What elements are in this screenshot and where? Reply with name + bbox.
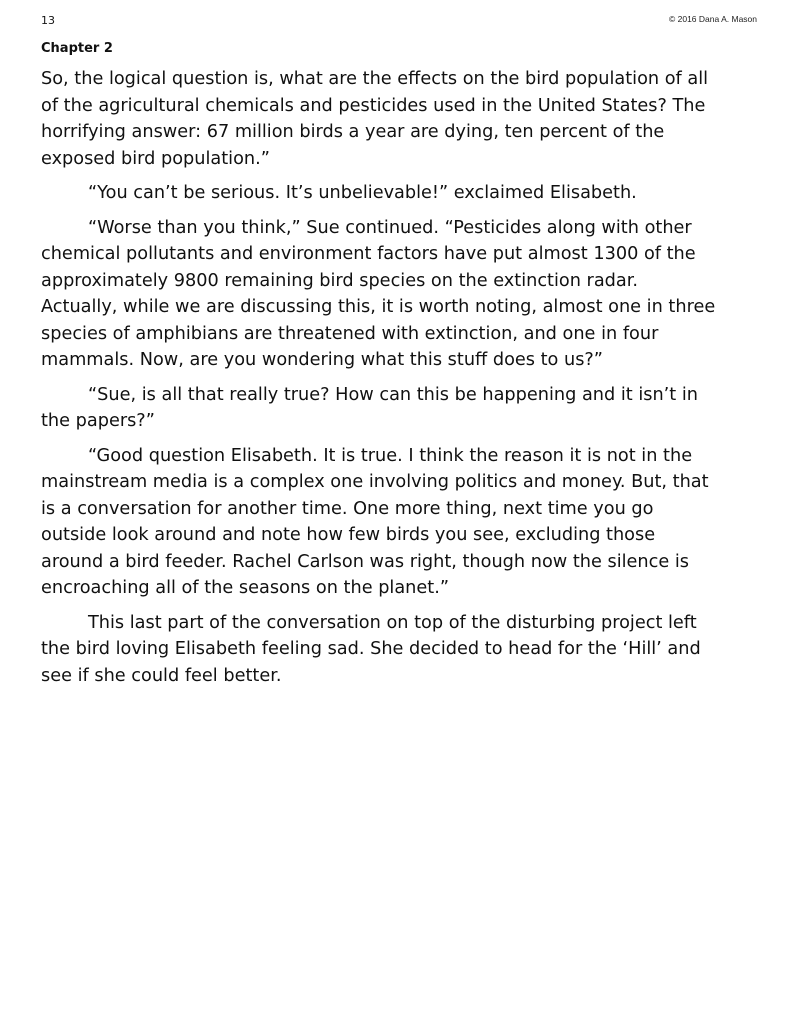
paragraph-line: Actually, while we are discussing this, it is worth noting, almost one in three (41, 297, 716, 317)
paragraph-line: encroaching all of the seasons on the planet.” (41, 578, 449, 598)
chapter-heading: Chapter 2 (41, 41, 113, 56)
paragraph-line: the bird loving Elisabeth feeling sad. She decided to head for the ‘Hill’ and (41, 639, 701, 659)
paragraph-line: is a conversation for another time. One more thing, next time you go (41, 498, 654, 519)
paragraph-line: mainstream media is a complex one involving politics and money. But, that (41, 472, 709, 492)
paragraph-line: “Worse than you think,” Sue continued. “Pesticides along with other (88, 217, 692, 238)
paragraph-line: species of amphibians are threatened with extinction, and one in four (41, 323, 659, 344)
paragraph-5 (41, 443, 757, 602)
paragraph-line: of the agricultural chemicals and pesticides used in the United States? The (41, 95, 706, 116)
paragraph-line: approximately 9800 remaining bird species on the extinction radar. (41, 270, 639, 291)
paragraph-3 (41, 215, 757, 374)
paragraph-line: “Good question Elisabeth. It is true. I think the reason it is not in the (88, 445, 693, 466)
paragraph-line: around a bird feeder. Rachel Carlson was right, though now the silence is (41, 551, 690, 572)
paragraph-line: “Sue, is all that really true? How can this be happening and it isn’t in (88, 384, 698, 405)
paragraph-2 (41, 180, 757, 207)
paragraph-6 (41, 610, 757, 690)
paragraph-line: So, the logical question is, what are the effects on the bird population of all (41, 69, 709, 89)
paragraph-4 (41, 382, 757, 435)
paragraph-line: exposed bird population.” (41, 148, 270, 169)
paragraph-line: chemical pollutants and environment factors have put almost 1300 of the (41, 244, 696, 264)
paragraph-line: “You can’t be serious. It’s unbelievable!” exclaimed Elisabeth. (88, 183, 637, 203)
chapter-body (41, 66, 757, 697)
page-number: 13 (41, 14, 55, 27)
paragraph-line: mammals. Now, are you wondering what this stuff does to us?” (41, 350, 603, 370)
paragraph-line: see if she could feel better. (41, 665, 282, 686)
paragraph-line: horrifying answer: 67 million birds a year are dying, ten percent of the (41, 122, 665, 142)
paragraph-1 (41, 66, 757, 172)
copyright-notice: © 2016 Dana A. Mason (668, 14, 757, 24)
paragraph-line: outside look around and note how few birds you see, excluding those (41, 525, 656, 545)
paragraph-line: This last part of the conversation on top of the disturbing project left (88, 612, 697, 633)
paragraph-line: the papers?” (41, 411, 155, 431)
